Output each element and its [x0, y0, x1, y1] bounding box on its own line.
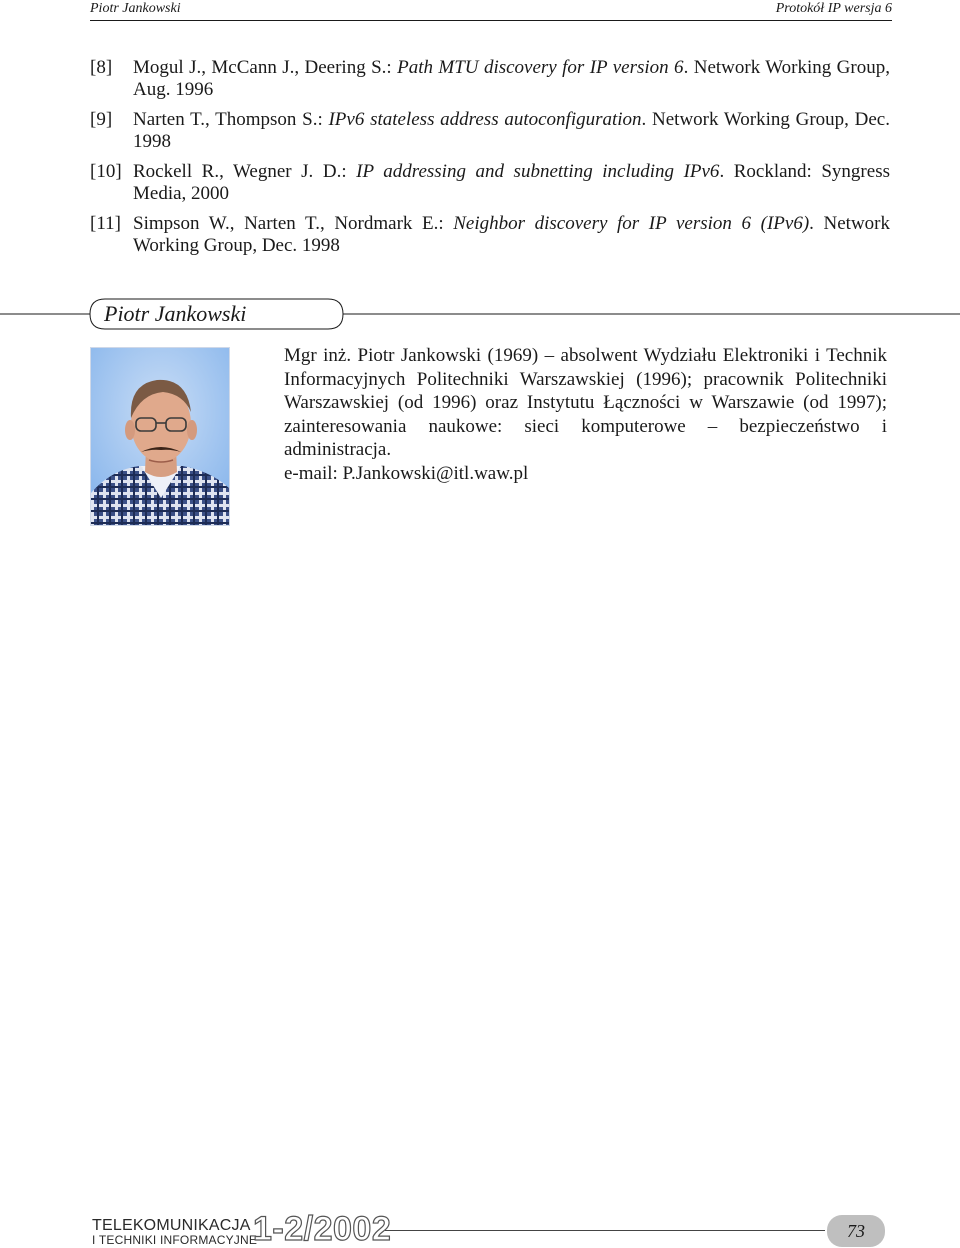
reference-title: Path MTU discovery for IP version 6: [397, 57, 684, 78]
author-section-title: Piotr Jankowski: [104, 301, 247, 326]
reference-authors: Rockell R., Wegner J. D.:: [133, 161, 357, 182]
journal-name: [92, 1219, 257, 1247]
author-bio-text: Mgr inż. Piotr Jankowski (1969) – absolwent Wydziału Elektroniki i Technik Informacyjnych Politechniki Warszawskiej (1996); pracownik Politechniki Warszawskiej (od 1996) oraz Instytutu Łączności w Warszawie (od 1997); zainteresowania naukowe: sieci komputerowe – bezpieczeństwo i administracja.: [284, 345, 887, 461]
running-header-author: Piotr Jankowski: [90, 1, 181, 16]
issue-number: 1-2/2002: [253, 1210, 392, 1248]
journal-name-line1: TELEKOMUNIKACJA: [92, 1217, 251, 1234]
author-email: e-mail: P.Jankowski@itl.waw.pl: [284, 462, 529, 484]
reference-item: [90, 161, 890, 205]
reference-number: [10]: [90, 161, 122, 182]
reference-title: IPv6 stateless address autoconfiguration: [328, 109, 642, 130]
reference-number: [11]: [90, 213, 121, 234]
reference-authors: Narten T., Thompson S.:: [133, 109, 329, 130]
reference-publisher: . Rockland: Syngress Media, 2000: [133, 161, 890, 204]
reference-title: IP addressing and subnetting including IPv6: [356, 161, 720, 182]
reference-list: [90, 57, 890, 265]
reference-authors: Mogul J., McCann J., Deering S.:: [133, 57, 398, 78]
journal-name-line2: I TECHNIKI INFORMACYJNE: [92, 1233, 258, 1247]
reference-number: [8]: [90, 57, 113, 78]
page-number-badge: 73: [827, 1215, 885, 1247]
footer-divider: [385, 1230, 825, 1231]
reference-publisher: . Network Working Group, Dec. 1998: [133, 213, 891, 256]
author-section-heading: [0, 297, 960, 331]
reference-item: [90, 57, 890, 101]
reference-item: [90, 213, 890, 257]
running-header-title: Protokół IP wersja 6: [775, 1, 892, 16]
author-photo: [90, 347, 230, 526]
reference-number: [9]: [90, 109, 113, 130]
reference-publisher: . Network Working Group, Aug. 1996: [133, 57, 890, 100]
running-header: [90, 0, 892, 21]
author-bio: [284, 344, 887, 486]
reference-item: [90, 109, 890, 153]
reference-authors: Simpson W., Narten T., Nordmark E.:: [133, 213, 454, 234]
reference-publisher: . Network Working Group, Dec. 1998: [133, 109, 890, 152]
reference-title: Neighbor discovery for IP version 6 (IPv6): [453, 213, 810, 234]
